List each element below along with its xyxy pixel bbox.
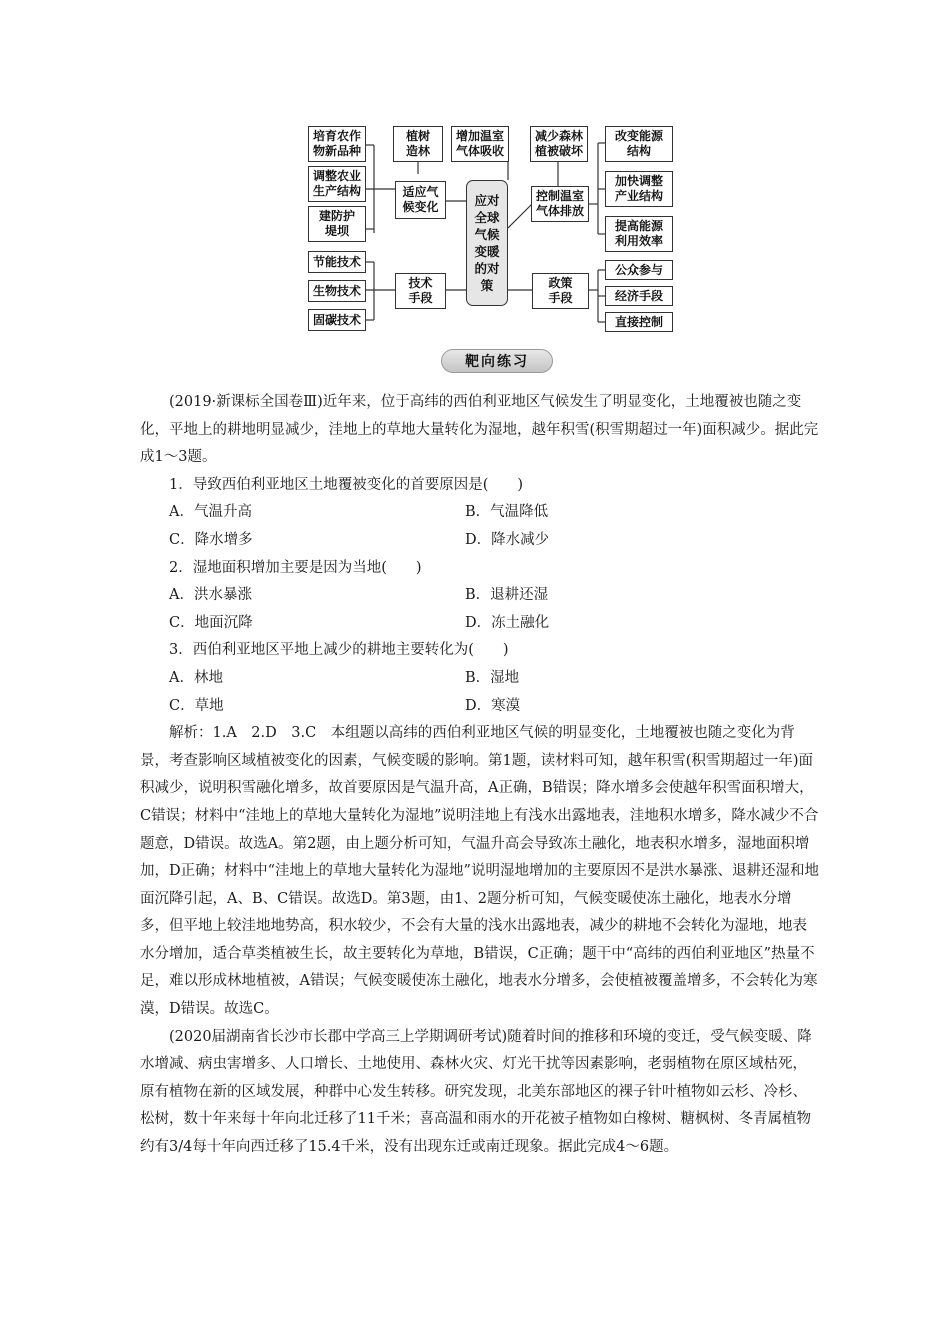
- option: B．气温降低: [465, 504, 549, 521]
- option: A．洪水暴涨: [169, 587, 252, 604]
- question-2-options-row1: [140, 582, 820, 610]
- box-breed-crops: 培育农作 物新品种: [308, 126, 366, 162]
- question-1-options-row1: [140, 499, 820, 527]
- option: D．寒漠: [465, 697, 521, 714]
- box-adjust-industry: 加快调整 产业结构: [605, 171, 673, 207]
- box-adjust-agriculture: 调整农业 生产结构: [308, 166, 366, 202]
- question-3-stem: 3．西伯利亚地区平地上减少的耕地主要转化为( ): [169, 642, 509, 659]
- option: C．草地: [169, 697, 224, 714]
- passage-1: (2019·新课标全国卷Ⅲ)近年来，位于高纬的西伯利亚地区气候发生了明显变化，土地覆被也随之变化，平地上的耕地明显减少，洼地上的草地大量转化为湿地，越年积雪(积雪期超过一年)面积减少。据此完成1～3题。: [140, 394, 819, 466]
- option: C．地面沉降: [169, 614, 253, 631]
- passage-2: (2020届湖南省长沙市长郡中学高三上学期调研考试)随着时间的推移和环境的变迁，受气候变暖、降水增减、病虫害增多、人口增长、土地使用、森林火灾、灯光干扰等因素影响，老弱植物在原区域枯死，原有植物在新的区域发展，种群中心发生转移。研究发现，北美东部地区的裸子针叶植物如云杉、冷杉、松树，数十年来每十年向北迁移了11千米；喜高温和雨水的开花被子植物如白橡树、糖枫树、冬青属植物约有3/4每十年向西迁移了15.4千米，没有出现东迁或南迁现象。据此完成4～6题。: [140, 1028, 812, 1156]
- exercise-content: [140, 389, 820, 1162]
- option: D．降水减少: [465, 531, 550, 548]
- option: D．冻土融化: [465, 614, 550, 631]
- box-tech-means: 技术 手段: [395, 273, 446, 309]
- box-increase-absorption: 增加温室 气体吸收: [451, 126, 509, 162]
- option: A．气温升高: [169, 504, 252, 521]
- analysis: 解析：1.A 2.D 3.C 本组题以高纬的西伯利亚地区气候的明显变化，土地覆被也随之变化为背景，考查影响区域植被变化的因素，气候变暖的影响。第1题，读材料可知，越年积雪(积雪期超过一年)面积减少，说明积雪融化增多，故首要原因是气温升高，A正确，B错误；降水增多会使越年积雪面积增大，C错误；材料中“洼地上的草地大量转化为湿地”说明洼地上有浅水出露地表，洼地积水增多，降水减少不合题意，D错误。故选A。第2题，由上题分析可知，气温升高会导致冻土融化，地表积水增多，湿地面积增加，D正确；材料中“洼地上的草地大量转化为湿地”说明湿地增加的主要原因不是洪水暴涨、退耕还湿和地面沉降引起，A、B、C错误。故选D。第3题，由1、2题分析可知，气候变暖使冻土融化，地表水分增多，但平地上较洼地地势高，积水较少，不会有大量的浅水出露地表，减少的耕地不会转化为湿地，地表水分增加，适合草类植被生长，故主要转化为草地，B错误，C正确；题干中“高纬的西伯利亚地区”热量不足，难以形成林地植被，A错误；气候变暖使冻土融化，地表水分增多，会使植被覆盖增多，不会转化为寒漠，D错误。故选C。: [140, 725, 819, 1018]
- box-policy-means: 政策 手段: [532, 273, 589, 309]
- question-1-options-row2: [140, 527, 820, 555]
- question-1-stem: 1．导致西伯利亚地区土地覆被变化的首要原因是( ): [169, 476, 524, 493]
- question-3-options-row1: [140, 665, 820, 693]
- box-reduce-deforestation: 减少森林 植被破坏: [530, 126, 588, 162]
- option: C．降水增多: [169, 531, 253, 548]
- option: B．退耕还湿: [465, 587, 549, 604]
- box-public-participation: 公众参与: [605, 260, 673, 280]
- question-2-stem: 2．湿地面积增加主要是因为当地( ): [169, 559, 422, 576]
- box-bio-tech: 生物技术: [308, 280, 366, 302]
- box-build-dikes: 建防护 堤坝: [308, 206, 366, 242]
- option: B．湿地: [465, 669, 520, 686]
- box-adapt-climate: 适应气 候变化: [395, 181, 446, 219]
- question-3-options-row2: [140, 693, 820, 721]
- strategy-diagram: [300, 118, 690, 340]
- box-energy-saving-tech: 节能技术: [308, 251, 366, 273]
- box-change-energy: 改变能源 结构: [605, 126, 673, 162]
- option: A．林地: [169, 669, 223, 686]
- box-carbon-fixation-tech: 固碳技术: [308, 309, 366, 331]
- question-2-options-row2: [140, 610, 820, 638]
- section-title-badge: 靶向练习: [441, 349, 553, 373]
- box-control-emission: 控制温室 气体排放: [531, 186, 589, 222]
- box-center-strategy: 应对 全球 气候 变暖 的对 策: [466, 180, 508, 306]
- box-economic-means: 经济手段: [605, 286, 673, 306]
- box-direct-control: 直接控制: [605, 312, 673, 332]
- box-energy-efficiency: 提高能源 利用效率: [605, 216, 673, 252]
- box-afforestation: 植树 造林: [393, 126, 443, 162]
